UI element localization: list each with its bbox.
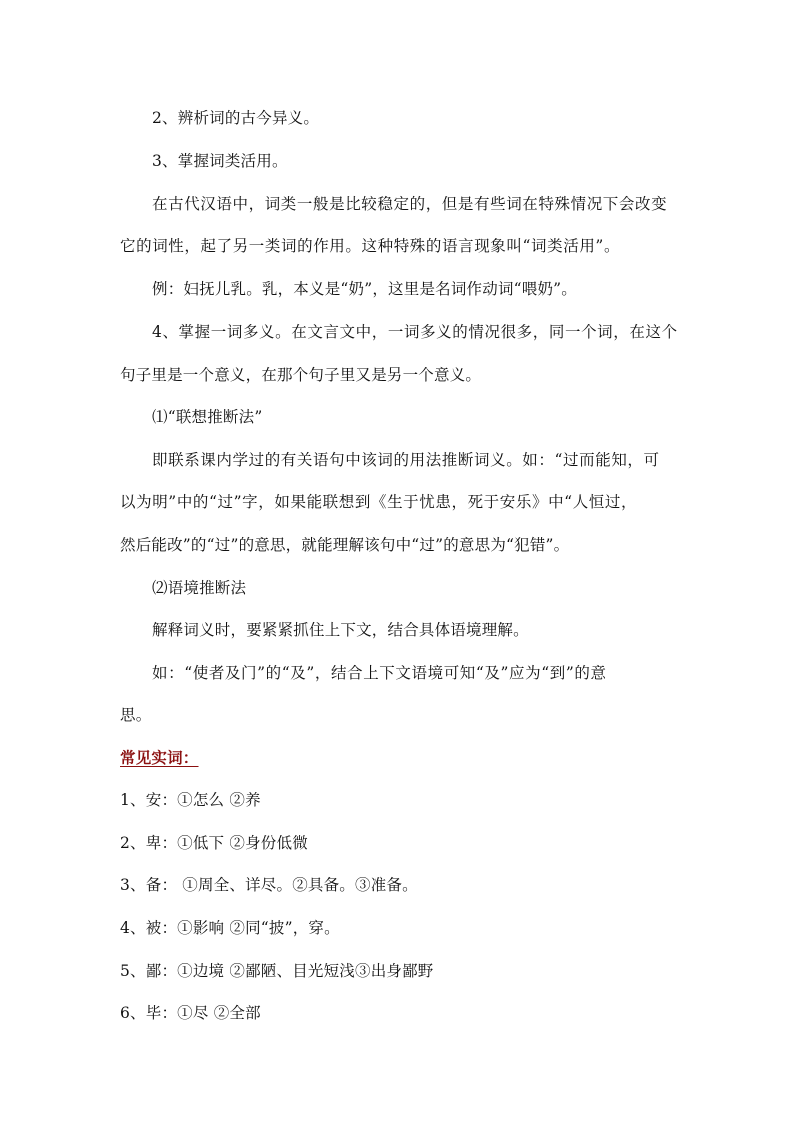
common-content-words-heading: 常见实词： [120,748,199,767]
vocab-item-an: 1、安：①怎么 ②养 [120,791,261,809]
method-2-text: 解释词义时，要紧紧抓住上下文，结合具体语境理解。 [152,621,529,639]
method-1-text-line-2: 以为明”中的“过”字，如果能联想到《生于忧患，死于安乐》中“人恒过， [120,493,638,511]
method-1-text-line-3: 然后能改”的“过”的意思，就能理解该句中“过”的意思为“犯错”。 [120,536,570,554]
vocab-item-bi-border: 5、鄙：①边境 ②鄙陋、目光短浅③出身鄙野 [120,962,434,980]
vocab-item-bei-humble: 2、卑：①低下 ②身份低微 [120,834,308,852]
vocab-item-bei-prepare: 3、备： ①周全、详尽。②具备。③准备。 [120,876,418,894]
item-4-polysemy-line-2: 句子里是一个意义，在那个句子里又是另一个意义。 [120,366,482,384]
example-line: 例：妇抚儿乳。乳，本义是“奶”，这里是名词作动词“喂奶”。 [152,280,577,298]
vocab-item-bi-finish: 6、毕：①尽 ②全部 [120,1004,261,1022]
method-2-heading: ⑵语境推断法 [152,579,247,597]
item-4-polysemy-line-1: 4、掌握一词多义。在文言文中，一词多义的情况很多，同一个词，在这个 [152,323,678,341]
paragraph-word-class-line-1: 在古代汉语中，词类一般是比较稳定的，但是有些词在特殊情况下会改变 [152,195,668,213]
method-1-heading: ⑴“联想推断法” [152,408,263,426]
method-2-example-line-2: 思。 [120,706,152,724]
item-3-word-class-flexibility: 3、掌握词类活用。 [152,152,288,170]
method-2-example-line-1: 如：“使者及门”的“及”，结合上下文语境可知“及”应为“到”的意 [152,664,607,682]
paragraph-word-class-line-2: 它的词性，起了另一类词的作用。这种特殊的语言现象叫“词类活用”。 [120,237,621,255]
vocab-item-bei-cover: 4、被：①影响 ②同“披”，穿。 [120,919,340,937]
item-2-ancient-modern-meaning: 2、辨析词的古今异义。 [152,109,320,127]
method-1-text-line-1: 即联系课内学过的有关语句中该词的用法推断词义。如：“过而能知，可 [152,451,660,469]
